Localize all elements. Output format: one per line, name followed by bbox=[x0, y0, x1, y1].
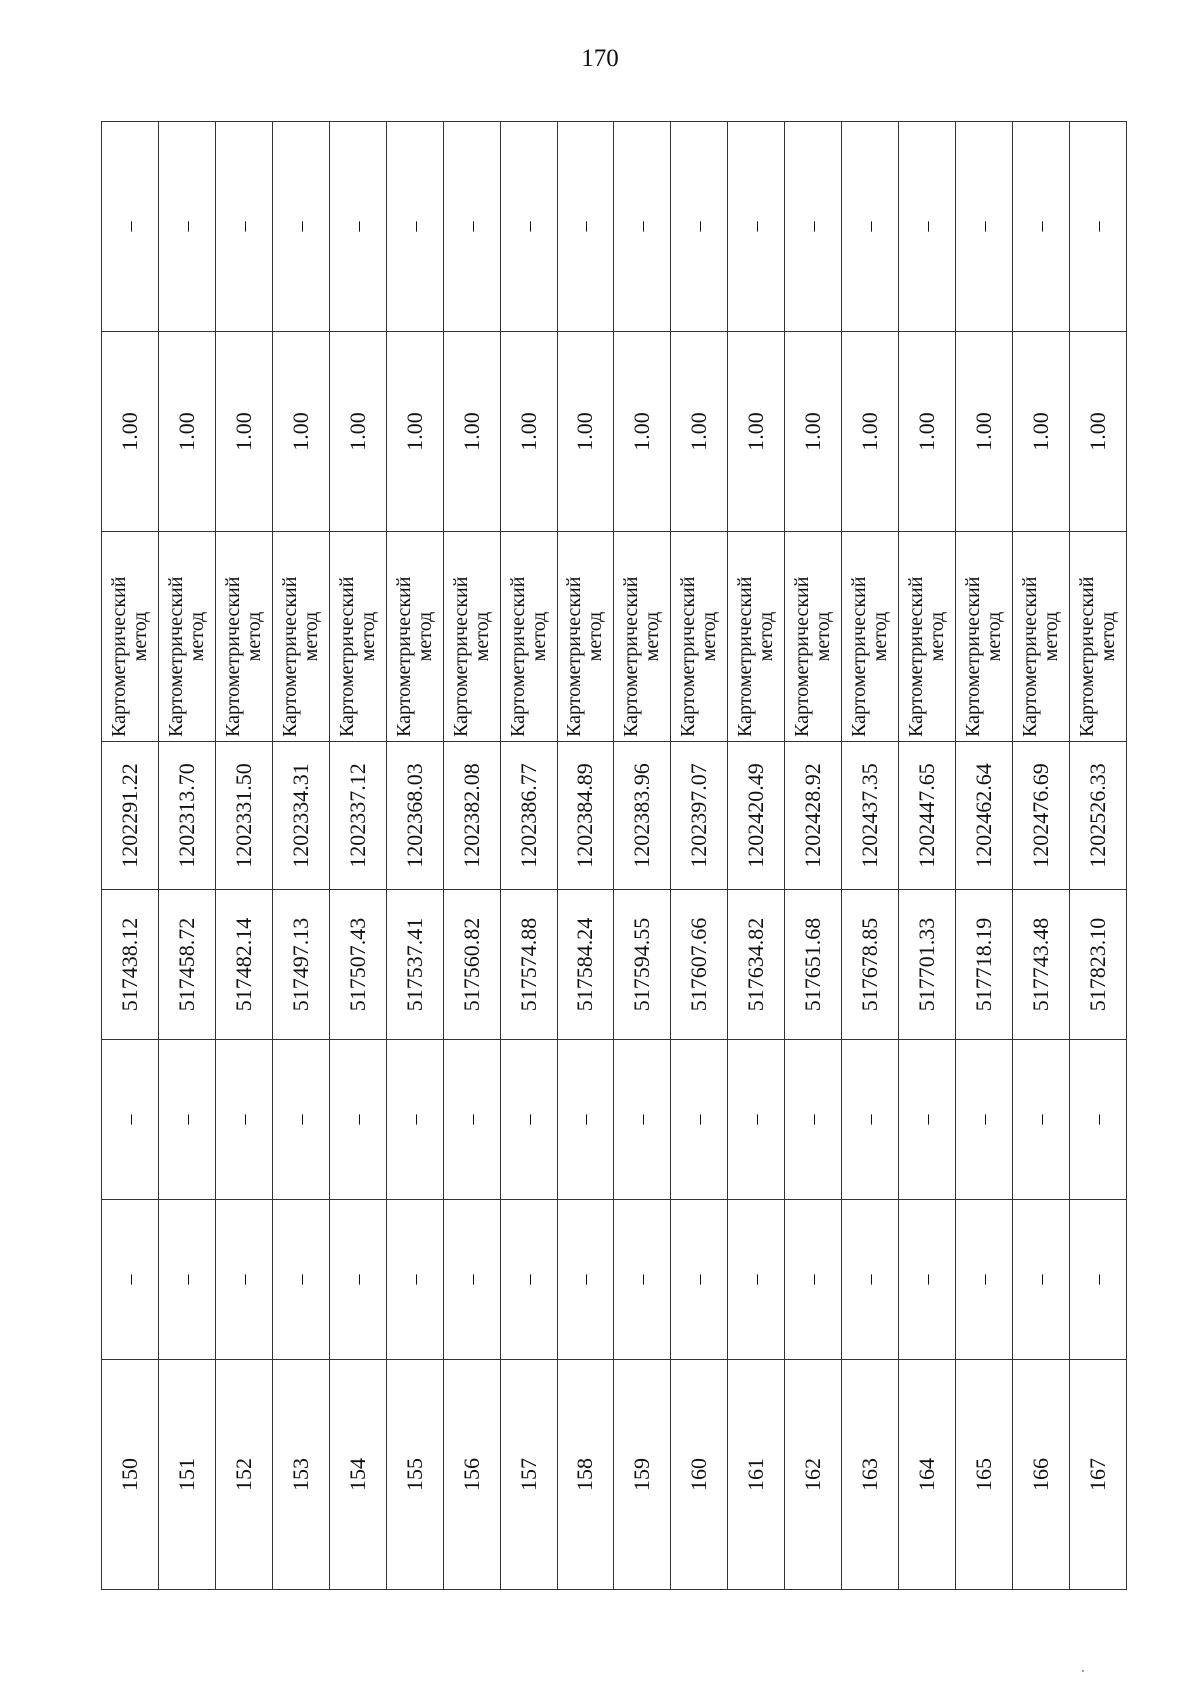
y-coordinate-cell: 1202368.03 bbox=[386, 742, 443, 890]
method-cell bbox=[215, 532, 272, 742]
empty-value-cell: – bbox=[557, 1200, 614, 1360]
method-text-line2: метод bbox=[1096, 611, 1119, 662]
method-text-line1: Картометрический bbox=[791, 576, 814, 737]
x-coordinate-cell: 517701.33 bbox=[899, 890, 956, 1040]
empty-value-cell: – bbox=[785, 1040, 842, 1200]
table-row bbox=[899, 122, 956, 1590]
x-coordinate-cell: 517718.19 bbox=[956, 890, 1013, 1040]
method-text-line1: Картометрический bbox=[1075, 576, 1098, 737]
method-cell bbox=[842, 532, 899, 742]
method-cell bbox=[443, 532, 500, 742]
table-row bbox=[215, 122, 272, 1590]
method-text-line2: метод bbox=[185, 611, 208, 662]
empty-value-cell: – bbox=[215, 1040, 272, 1200]
method-text-line2: метод bbox=[299, 611, 322, 662]
empty-value-cell: – bbox=[614, 1040, 671, 1200]
empty-value-cell: – bbox=[443, 1040, 500, 1200]
accuracy-cell: 1.00 bbox=[899, 332, 956, 532]
point-number-cell: 155 bbox=[386, 1360, 443, 1590]
empty-value-cell: – bbox=[102, 1040, 159, 1200]
y-coordinate-cell: 1202383.96 bbox=[614, 742, 671, 890]
accuracy-cell: 1.00 bbox=[614, 332, 671, 532]
coordinates-table bbox=[101, 121, 1127, 1590]
method-cell bbox=[500, 532, 557, 742]
x-coordinate-cell: 517438.12 bbox=[102, 890, 159, 1040]
table-row bbox=[728, 122, 785, 1590]
method-cell bbox=[956, 532, 1013, 742]
y-coordinate-cell: 1202384.89 bbox=[557, 742, 614, 890]
point-number-cell: 165 bbox=[956, 1360, 1013, 1590]
table-row bbox=[272, 122, 329, 1590]
empty-value-cell: – bbox=[443, 122, 500, 332]
table-row bbox=[102, 122, 159, 1590]
empty-value-cell: – bbox=[842, 122, 899, 332]
empty-value-cell: – bbox=[956, 1200, 1013, 1360]
empty-value-cell: – bbox=[329, 1040, 386, 1200]
method-text-line1: Картометрический bbox=[107, 576, 130, 737]
y-coordinate-cell: 1202386.77 bbox=[500, 742, 557, 890]
y-coordinate-cell: 1202337.12 bbox=[329, 742, 386, 890]
method-text-line2: метод bbox=[869, 611, 892, 662]
empty-value-cell: – bbox=[329, 122, 386, 332]
accuracy-cell: 1.00 bbox=[1013, 332, 1070, 532]
method-cell bbox=[329, 532, 386, 742]
empty-value-cell: – bbox=[1069, 1200, 1126, 1360]
method-text-line1: Картометрический bbox=[848, 576, 871, 737]
x-coordinate-cell: 517458.72 bbox=[158, 890, 215, 1040]
x-coordinate-cell: 517560.82 bbox=[443, 890, 500, 1040]
table-row bbox=[956, 122, 1013, 1590]
empty-value-cell: – bbox=[1013, 1200, 1070, 1360]
y-coordinate-cell: 1202462.64 bbox=[956, 742, 1013, 890]
method-cell bbox=[614, 532, 671, 742]
table-row bbox=[500, 122, 557, 1590]
empty-value-cell: – bbox=[842, 1200, 899, 1360]
y-coordinate-cell: 1202437.35 bbox=[842, 742, 899, 890]
y-coordinate-cell: 1202397.07 bbox=[671, 742, 728, 890]
table-row bbox=[671, 122, 728, 1590]
point-number-cell: 150 bbox=[102, 1360, 159, 1590]
point-number-cell: 166 bbox=[1013, 1360, 1070, 1590]
empty-value-cell: – bbox=[386, 1200, 443, 1360]
empty-value-cell: – bbox=[272, 1040, 329, 1200]
y-coordinate-cell: 1202382.08 bbox=[443, 742, 500, 890]
point-number-cell: 153 bbox=[272, 1360, 329, 1590]
accuracy-cell: 1.00 bbox=[956, 332, 1013, 532]
table-row bbox=[443, 122, 500, 1590]
accuracy-cell: 1.00 bbox=[386, 332, 443, 532]
method-text-line1: Картометрический bbox=[1018, 576, 1041, 737]
accuracy-cell: 1.00 bbox=[728, 332, 785, 532]
empty-value-cell: – bbox=[956, 122, 1013, 332]
method-text-line1: Картометрический bbox=[392, 576, 415, 737]
empty-value-cell: – bbox=[215, 1200, 272, 1360]
method-text-line2: метод bbox=[242, 611, 265, 662]
accuracy-cell: 1.00 bbox=[842, 332, 899, 532]
method-text-line2: метод bbox=[128, 611, 151, 662]
point-number-cell: 158 bbox=[557, 1360, 614, 1590]
method-text-line2: метод bbox=[356, 611, 379, 662]
method-text-line2: метод bbox=[1039, 611, 1062, 662]
table-row bbox=[158, 122, 215, 1590]
x-coordinate-cell: 517607.66 bbox=[671, 890, 728, 1040]
method-cell bbox=[158, 532, 215, 742]
point-number-cell: 151 bbox=[158, 1360, 215, 1590]
empty-value-cell: – bbox=[158, 122, 215, 332]
method-text-line1: Картометрический bbox=[449, 576, 472, 737]
method-cell bbox=[557, 532, 614, 742]
method-text-line2: метод bbox=[413, 611, 436, 662]
empty-value-cell: – bbox=[671, 122, 728, 332]
empty-value-cell: – bbox=[215, 122, 272, 332]
table-row bbox=[785, 122, 842, 1590]
x-coordinate-cell: 517823.10 bbox=[1069, 890, 1126, 1040]
method-cell bbox=[785, 532, 842, 742]
method-cell bbox=[671, 532, 728, 742]
method-text-line1: Картометрический bbox=[335, 576, 358, 737]
empty-value-cell: – bbox=[272, 122, 329, 332]
empty-value-cell: – bbox=[102, 1200, 159, 1360]
table-row bbox=[557, 122, 614, 1590]
method-text-line2: метод bbox=[584, 611, 607, 662]
coordinates-table-rotated bbox=[101, 122, 1127, 1590]
x-coordinate-cell: 517584.24 bbox=[557, 890, 614, 1040]
accuracy-cell: 1.00 bbox=[272, 332, 329, 532]
method-text-line1: Картометрический bbox=[563, 576, 586, 737]
y-coordinate-cell: 1202313.70 bbox=[158, 742, 215, 890]
empty-value-cell: – bbox=[842, 1040, 899, 1200]
accuracy-cell: 1.00 bbox=[557, 332, 614, 532]
empty-value-cell: – bbox=[158, 1040, 215, 1200]
table-body bbox=[102, 122, 1127, 1590]
point-number-cell: 161 bbox=[728, 1360, 785, 1590]
accuracy-cell: 1.00 bbox=[158, 332, 215, 532]
method-cell bbox=[272, 532, 329, 742]
empty-value-cell: – bbox=[500, 1200, 557, 1360]
method-text-line2: метод bbox=[926, 611, 949, 662]
table-row bbox=[386, 122, 443, 1590]
accuracy-cell: 1.00 bbox=[671, 332, 728, 532]
accuracy-cell: 1.00 bbox=[785, 332, 842, 532]
method-text-line2: метод bbox=[812, 611, 835, 662]
point-number-cell: 160 bbox=[671, 1360, 728, 1590]
method-text-line1: Картометрический bbox=[164, 576, 187, 737]
x-coordinate-cell: 517482.14 bbox=[215, 890, 272, 1040]
empty-value-cell: – bbox=[1013, 1040, 1070, 1200]
empty-value-cell: – bbox=[1069, 1040, 1126, 1200]
empty-value-cell: – bbox=[785, 1200, 842, 1360]
x-coordinate-cell: 517574.88 bbox=[500, 890, 557, 1040]
point-number-cell: 167 bbox=[1069, 1360, 1126, 1590]
accuracy-cell: 1.00 bbox=[329, 332, 386, 532]
point-number-cell: 156 bbox=[443, 1360, 500, 1590]
y-coordinate-cell: 1202291.22 bbox=[102, 742, 159, 890]
point-number-cell: 152 bbox=[215, 1360, 272, 1590]
empty-value-cell: – bbox=[728, 1040, 785, 1200]
x-coordinate-cell: 517537.41 bbox=[386, 890, 443, 1040]
method-text-line1: Картометрический bbox=[620, 576, 643, 737]
method-text-line2: метод bbox=[755, 611, 778, 662]
method-text-line1: Картометрический bbox=[905, 576, 928, 737]
empty-value-cell: – bbox=[1013, 122, 1070, 332]
method-text-line1: Картометрический bbox=[278, 576, 301, 737]
x-coordinate-cell: 517497.13 bbox=[272, 890, 329, 1040]
point-number-cell: 157 bbox=[500, 1360, 557, 1590]
empty-value-cell: – bbox=[386, 1040, 443, 1200]
x-coordinate-cell: 517634.82 bbox=[728, 890, 785, 1040]
method-text-line1: Картометрический bbox=[962, 576, 985, 737]
empty-value-cell: – bbox=[671, 1200, 728, 1360]
empty-value-cell: – bbox=[272, 1200, 329, 1360]
method-cell bbox=[728, 532, 785, 742]
empty-value-cell: – bbox=[785, 122, 842, 332]
accuracy-cell: 1.00 bbox=[1069, 332, 1126, 532]
table-row bbox=[1069, 122, 1126, 1590]
point-number-cell: 163 bbox=[842, 1360, 899, 1590]
method-cell bbox=[1069, 532, 1126, 742]
empty-value-cell: – bbox=[671, 1040, 728, 1200]
point-number-cell: 159 bbox=[614, 1360, 671, 1590]
accuracy-cell: 1.00 bbox=[215, 332, 272, 532]
empty-value-cell: – bbox=[728, 122, 785, 332]
page-number: 170 bbox=[581, 45, 619, 72]
empty-value-cell: – bbox=[386, 122, 443, 332]
method-text-line2: метод bbox=[698, 611, 721, 662]
empty-value-cell: – bbox=[500, 122, 557, 332]
table-row bbox=[329, 122, 386, 1590]
empty-value-cell: – bbox=[557, 122, 614, 332]
method-cell bbox=[899, 532, 956, 742]
y-coordinate-cell: 1202428.92 bbox=[785, 742, 842, 890]
method-cell bbox=[102, 532, 159, 742]
y-coordinate-cell: 1202476.69 bbox=[1013, 742, 1070, 890]
method-text-line2: метод bbox=[641, 611, 664, 662]
empty-value-cell: – bbox=[899, 122, 956, 332]
point-number-cell: 164 bbox=[899, 1360, 956, 1590]
y-coordinate-cell: 1202331.50 bbox=[215, 742, 272, 890]
method-text-line1: Картометрический bbox=[677, 576, 700, 737]
empty-value-cell: – bbox=[500, 1040, 557, 1200]
point-number-cell: 154 bbox=[329, 1360, 386, 1590]
empty-value-cell: – bbox=[329, 1200, 386, 1360]
method-cell bbox=[1013, 532, 1070, 742]
method-cell bbox=[386, 532, 443, 742]
point-number-cell: 162 bbox=[785, 1360, 842, 1590]
method-text-line1: Картометрический bbox=[734, 576, 757, 737]
empty-value-cell: – bbox=[102, 122, 159, 332]
x-coordinate-cell: 517507.43 bbox=[329, 890, 386, 1040]
empty-value-cell: – bbox=[614, 122, 671, 332]
y-coordinate-cell: 1202526.33 bbox=[1069, 742, 1126, 890]
method-text-line2: метод bbox=[470, 611, 493, 662]
accuracy-cell: 1.00 bbox=[443, 332, 500, 532]
y-coordinate-cell: 1202420.49 bbox=[728, 742, 785, 890]
method-text-line2: метод bbox=[527, 611, 550, 662]
empty-value-cell: – bbox=[557, 1040, 614, 1200]
x-coordinate-cell: 517651.68 bbox=[785, 890, 842, 1040]
x-coordinate-cell: 517743.48 bbox=[1013, 890, 1070, 1040]
x-coordinate-cell: 517678.85 bbox=[842, 890, 899, 1040]
scan-artifact bbox=[1082, 1670, 1084, 1672]
method-text-line1: Картометрический bbox=[221, 576, 244, 737]
y-coordinate-cell: 1202447.65 bbox=[899, 742, 956, 890]
table-row bbox=[1013, 122, 1070, 1590]
y-coordinate-cell: 1202334.31 bbox=[272, 742, 329, 890]
x-coordinate-cell: 517594.55 bbox=[614, 890, 671, 1040]
empty-value-cell: – bbox=[728, 1200, 785, 1360]
accuracy-cell: 1.00 bbox=[102, 332, 159, 532]
empty-value-cell: – bbox=[1069, 122, 1126, 332]
method-text-line2: метод bbox=[983, 611, 1006, 662]
empty-value-cell: – bbox=[443, 1200, 500, 1360]
table-row bbox=[842, 122, 899, 1590]
empty-value-cell: – bbox=[899, 1040, 956, 1200]
empty-value-cell: – bbox=[899, 1200, 956, 1360]
method-text-line1: Картометрический bbox=[506, 576, 529, 737]
table-row bbox=[614, 122, 671, 1590]
accuracy-cell: 1.00 bbox=[500, 332, 557, 532]
empty-value-cell: – bbox=[956, 1040, 1013, 1200]
empty-value-cell: – bbox=[614, 1200, 671, 1360]
empty-value-cell: – bbox=[158, 1200, 215, 1360]
